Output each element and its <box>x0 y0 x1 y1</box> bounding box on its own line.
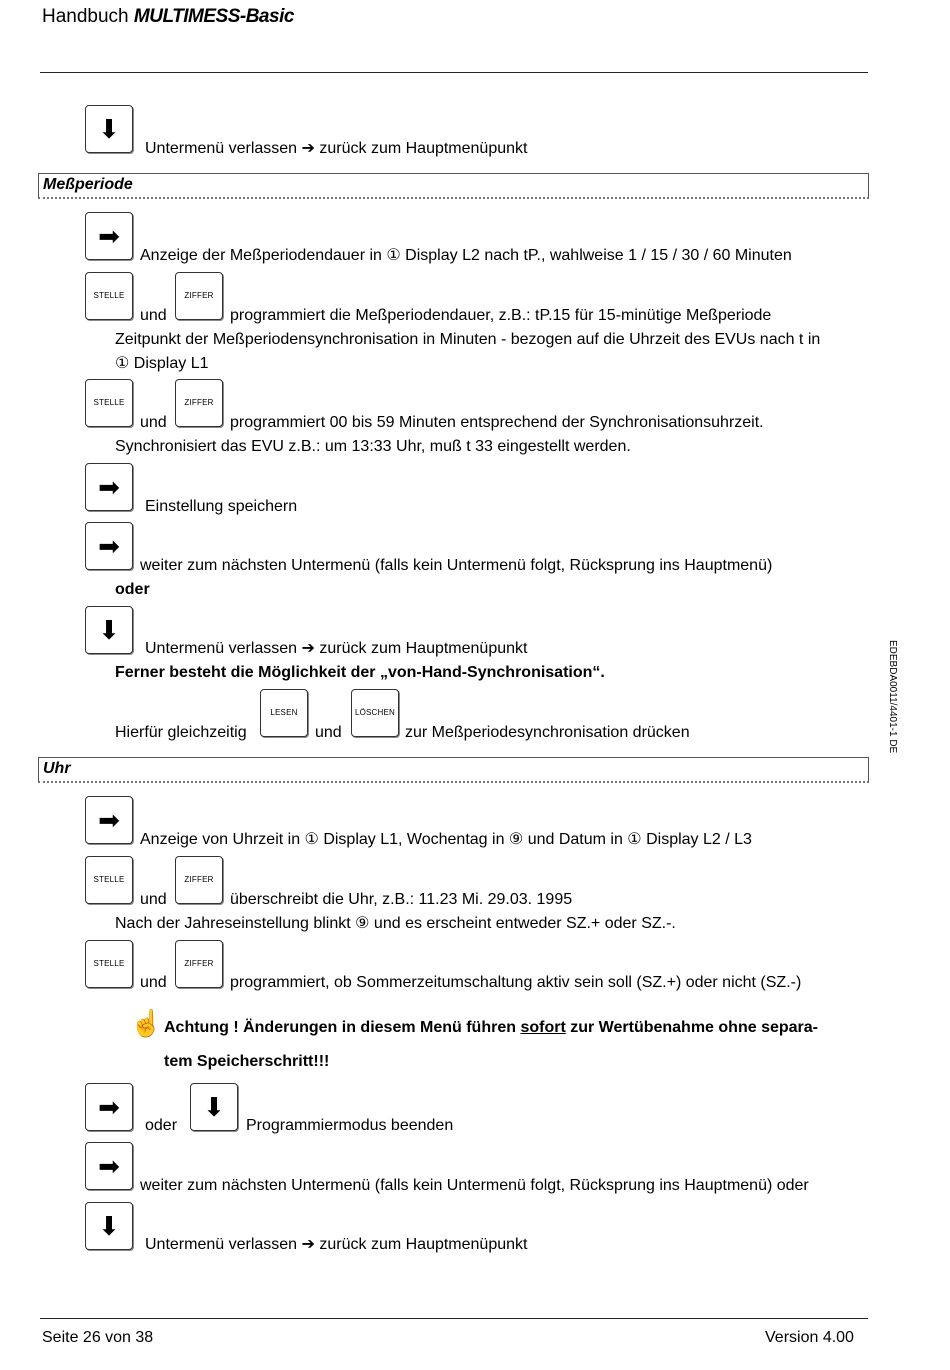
arrow-right-icon: ➡ <box>98 805 120 835</box>
ziffer-key[interactable]: ZIFFER <box>175 856 223 904</box>
text-und: und <box>315 724 342 741</box>
text-line: Untermenü verlassen ➔ zurück zum Hauptmenüpunkt <box>145 640 528 657</box>
down-key[interactable] <box>190 1083 238 1131</box>
loeschen-key[interactable]: LÖSCHEN <box>351 689 399 737</box>
text-line: programmiert 00 bis 59 Minuten entsprechend der Synchronisationsuhrzeit. <box>230 414 764 431</box>
right-key[interactable] <box>85 1083 133 1131</box>
lesen-key[interactable]: LESEN <box>260 689 308 737</box>
page-header: Handbuch MULTIMESS-Basic <box>42 6 294 27</box>
version-label: Version 4.00 <box>765 1329 854 1346</box>
arrow-right-icon: ➡ <box>98 1092 120 1122</box>
text-line: programmiert, ob Sommerzeitumschaltung aktiv sein soll (SZ.+) oder nicht (SZ.-) <box>230 974 802 991</box>
stelle-key[interactable]: STELLE <box>85 940 133 988</box>
arrow-down-icon: ⬇ <box>98 615 120 645</box>
ziffer-key[interactable]: ZIFFER <box>175 272 223 320</box>
footer-rule <box>40 1318 868 1319</box>
text-line: Synchronisiert das EVU z.B.: um 13:33 Uhr, muß t 33 eingestellt werden. <box>115 438 631 455</box>
arrow-down-icon: ⬇ <box>98 114 120 144</box>
arrow-right-icon: ➡ <box>98 1151 120 1181</box>
right-key[interactable] <box>85 522 133 570</box>
arrow-down-icon: ⬇ <box>203 1092 225 1122</box>
arrow-down-icon: ⬇ <box>98 1211 120 1241</box>
right-key[interactable] <box>85 1142 133 1190</box>
product-name: MULTIMESS-Basic <box>133 6 294 27</box>
text-line: Zeitpunkt der Meßperiodensynchronisation in Minuten - bezogen auf die Uhrzeit des EVUs nach t in <box>115 331 821 348</box>
text-und: und <box>140 891 167 908</box>
text-line: programmiert die Meßperiodendauer, z.B.: tP.15 für 15-minütige Meßperiode <box>230 307 772 324</box>
down-key[interactable] <box>85 1202 133 1250</box>
arrow-right-icon: ➡ <box>98 221 120 251</box>
document-code: EDEBDA0011/4401-1 DE <box>887 640 898 754</box>
text-line: Hierfür gleichzeitig <box>115 724 247 741</box>
text-line: Anzeige der Meßperiodendauer in ① Display L2 nach tP., wahlweise 1 / 15 / 30 / 60 Minuten <box>140 247 792 264</box>
arrow-right-icon: ➡ <box>98 531 120 561</box>
text-line: Anzeige von Uhrzeit in ① Display L1, Wochentag in ⑨ und Datum in ① Display L2 / L3 <box>140 831 752 848</box>
text-line: Untermenü verlassen ➔ zurück zum Hauptmenüpunkt <box>145 140 528 157</box>
text-line: überschreibt die Uhr, z.B.: 11.23 Mi. 29.03. 1995 <box>230 891 573 908</box>
header-rule <box>40 72 868 73</box>
arrow-right-icon: ➡ <box>98 472 120 502</box>
ziffer-key[interactable]: ZIFFER <box>175 940 223 988</box>
pointing-hand-icon: ☝ <box>130 1008 163 1038</box>
text-line: weiter zum nächsten Untermenü (falls kein Untermenü folgt, Rücksprung ins Hauptmenü) oder <box>140 1177 809 1194</box>
page-number: Seite 26 von 38 <box>42 1329 154 1346</box>
down-key[interactable] <box>85 606 133 654</box>
warning-text: Achtung ! Änderungen in diesem Menü führen sofort zur Wertübenahme ohne separa- <box>164 1019 818 1036</box>
text-line: Einstellung speichern <box>145 498 298 515</box>
right-key[interactable] <box>85 796 133 844</box>
stelle-key[interactable]: STELLE <box>85 272 133 320</box>
text-und: und <box>140 307 167 324</box>
text-line: Nach der Jahreseinstellung blinkt ⑨ und es erscheint entweder SZ.+ oder SZ.-. <box>115 915 676 932</box>
section-header-messperiode: Meßperiode <box>38 173 869 199</box>
stelle-key[interactable]: STELLE <box>85 856 133 904</box>
text-oder: oder <box>145 1117 178 1134</box>
down-key[interactable] <box>85 105 133 153</box>
text-und: und <box>140 974 167 991</box>
text-oder: oder <box>115 581 150 598</box>
text-line: Programmiermodus beenden <box>246 1117 454 1134</box>
text-line: Untermenü verlassen ➔ zurück zum Hauptmenüpunkt <box>145 1236 528 1253</box>
warning-text: tem Speicherschritt!!! <box>164 1053 330 1070</box>
ziffer-key[interactable]: ZIFFER <box>175 379 223 427</box>
text-line: zur Meßperiodesynchronisation drücken <box>405 724 690 741</box>
text-line: weiter zum nächsten Untermenü (falls kein Untermenü folgt, Rücksprung ins Hauptmenü) <box>140 557 773 574</box>
right-key[interactable] <box>85 463 133 511</box>
stelle-key[interactable]: STELLE <box>85 379 133 427</box>
section-header-uhr: Uhr <box>38 757 869 783</box>
text-line: ① Display L1 <box>115 355 209 372</box>
text-und: und <box>140 414 167 431</box>
text-line: Ferner besteht die Möglichkeit der „von-Hand-Synchronisation“. <box>115 664 605 681</box>
right-key[interactable] <box>85 212 133 260</box>
